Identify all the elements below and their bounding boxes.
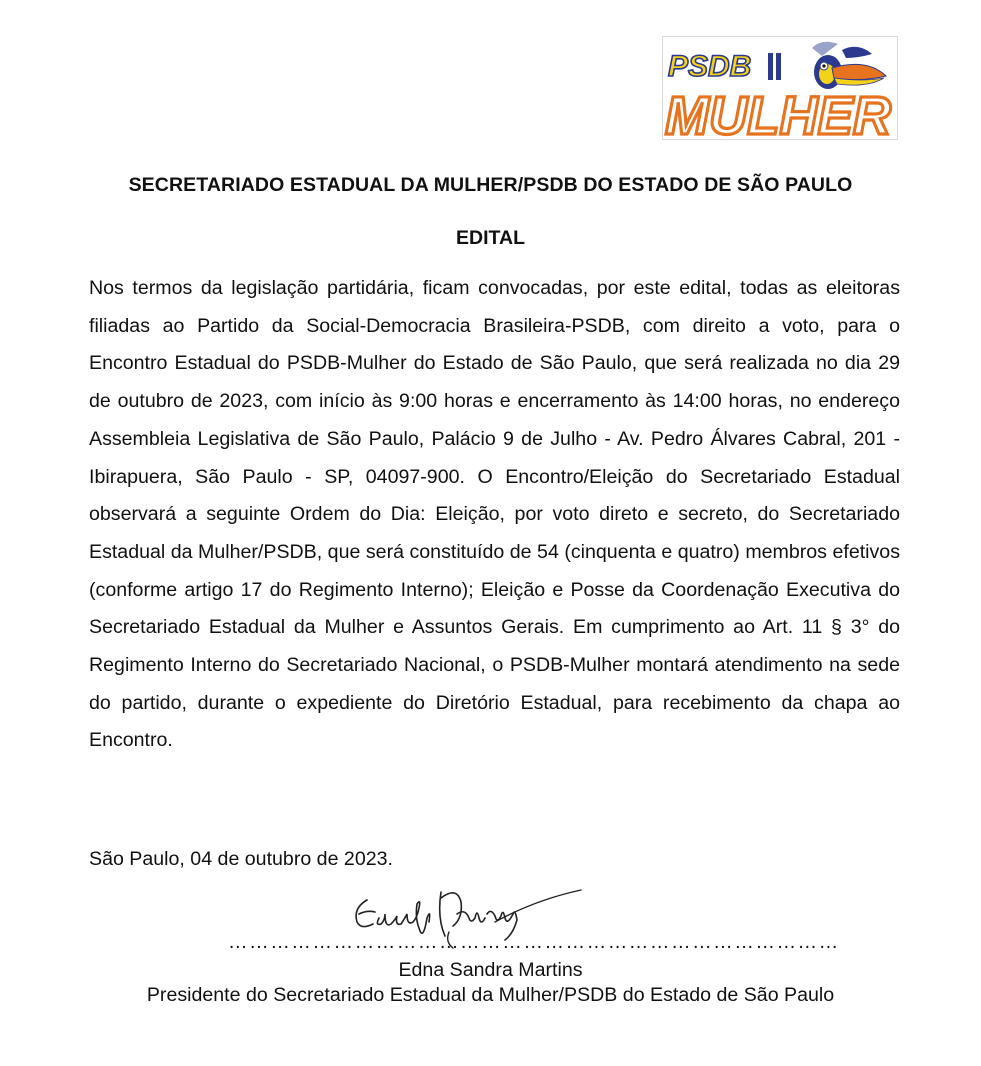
logo-mulher-text: MULHER [665,86,891,146]
signer-name: Edna Sandra Martins [398,959,583,981]
place-and-date: São Paulo, 04 de outubro de 2023. [89,848,393,870]
signer-role: Presidente do Secretariado Estadual da Mulher/PSDB do Estado de São Paulo [146,984,835,1006]
psdb-mulher-logo [662,36,898,146]
edital-body-paragraph: Nos termos da legislação partidária, ficam convocadas, por este edital, todas as eleitoras filiadas ao Partido da Social-Democracia Brasileira-PSDB, com direito a voto, para o Encontro Estadual do PSDB-Mulher do Estado de São Paulo, que será realizada no dia 29 de outubro de 2023, com início às 9:00 horas e encerramento às 14:00 horas, no endereço Assembleia Legislativa de São Paulo, Palácio 9 de Julho - Av. Pedro Álvares Cabral, 201 - Ibirapuera, São Paulo - SP, 04097-900. O Encontro/Eleição do Secretariado Estadual observará a seguinte Ordem do Dia: Eleição, por voto direto e secreto, do Secretariado Estadual da Mulher/PSDB, que será constituído de 54 (cinquenta e quatro) membros efetivos (conforme artigo 17 do Regimento Interno); Eleição e Posse da Coordenação Executiva do Secretariado Estadual da Mulher e Assuntos Gerais. Em cumprimento ao Art. 11 § 3° do Regimento Interno do Secretariado Nacional, o PSDB-Mulher montará atendimento na sede do partido, durante o expediente do Diretório Estadual, para recebimento da chapa ao Encontro. [89,277,900,752]
logo-psdb-text: PSDB [668,50,752,83]
signature-line: …………………………………………………………………………… [228,931,840,953]
organization-title: SECRETARIADO ESTADUAL DA MULHER/PSDB DO ESTADO DE SÃO PAULO [128,174,853,196]
document-title: EDITAL [456,227,525,249]
